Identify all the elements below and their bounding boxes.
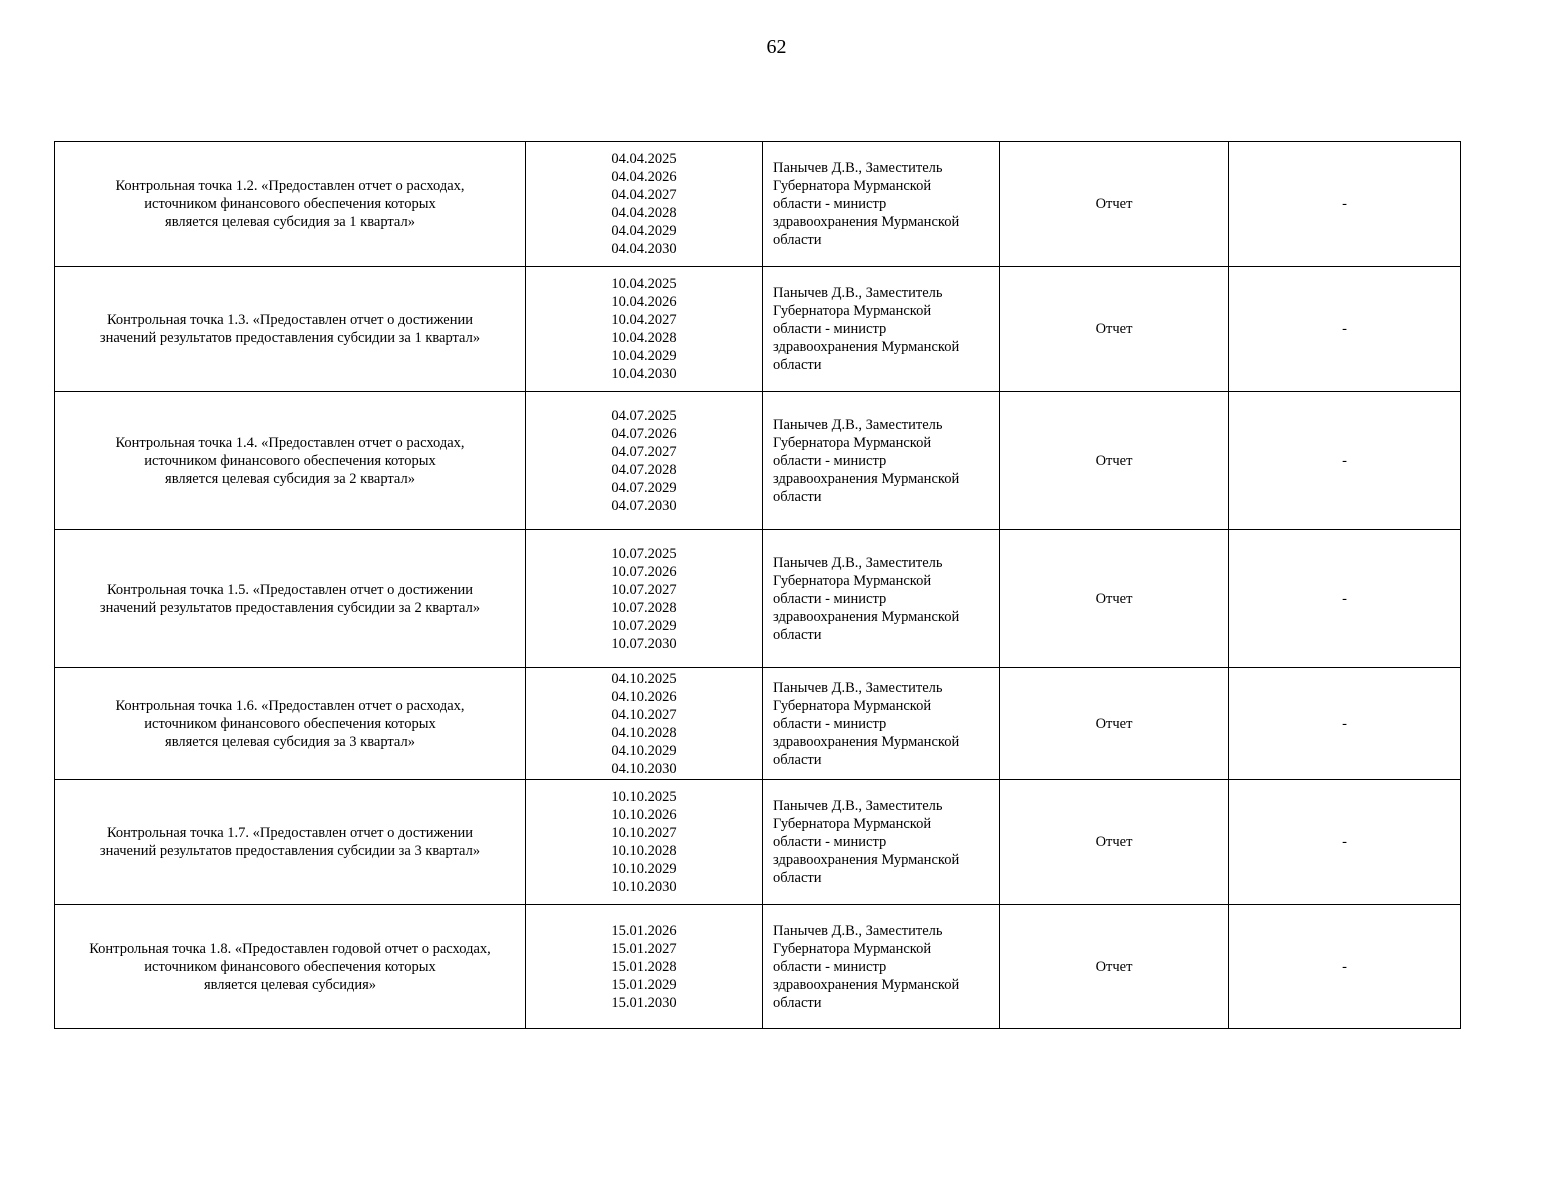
note-value: - (1342, 590, 1347, 607)
document-type: Отчет (1095, 834, 1133, 850)
deadline-date: 10.07.2028 (611, 599, 677, 616)
responsible-person-line: Губернатора Мурманской (773, 697, 932, 714)
deadline-date: 04.07.2029 (611, 479, 677, 496)
control-point-name-line: является целевая субсидия за 2 квартал» (165, 470, 415, 487)
deadline-date: 04.07.2027 (611, 443, 677, 460)
deadline-date: 04.10.2027 (611, 706, 677, 723)
deadline-dates-cell (526, 267, 763, 392)
document-type: Отчет (1095, 452, 1133, 469)
deadline-date: 04.04.2029 (611, 223, 677, 239)
deadline-date: 10.10.2028 (611, 843, 677, 859)
deadline-date: 04.04.2028 (611, 205, 677, 221)
document-type-cell (1000, 668, 1229, 780)
control-point-name-cell (55, 142, 526, 267)
note-cell (1229, 142, 1461, 267)
responsible-person-line: здравоохранения Мурманской (773, 339, 960, 355)
control-point-name-cell (55, 267, 526, 392)
table-row (55, 267, 1461, 392)
deadline-date: 04.10.2028 (611, 724, 677, 741)
deadline-date: 15.01.2027 (611, 940, 677, 957)
document-type: Отчет (1095, 590, 1133, 607)
note-cell (1229, 267, 1461, 392)
responsible-person-cell (763, 780, 1000, 905)
control-point-name-line: значений результатов предоставления субсидии за 1 квартал» (99, 330, 481, 346)
note-value: - (1342, 196, 1347, 212)
deadline-date: 10.04.2026 (611, 294, 677, 310)
deadline-date: 10.10.2026 (611, 807, 677, 823)
control-point-name-line: Контрольная точка 1.6. «Предоставлен отчет о расходах, (115, 697, 465, 714)
deadline-date: 15.01.2028 (611, 958, 677, 975)
responsible-person-line: здравоохранения Мурманской (773, 214, 960, 230)
deadline-date: 04.04.2026 (611, 169, 677, 185)
note-value: - (1342, 958, 1347, 975)
deadline-date: 10.07.2025 (611, 545, 677, 562)
responsible-person-line: Губернатора Мурманской (773, 178, 932, 194)
responsible-person-line: здравоохранения Мурманской (773, 470, 960, 487)
deadline-date: 10.07.2026 (611, 563, 677, 580)
deadline-date: 04.04.2030 (611, 241, 677, 257)
deadline-date: 10.04.2030 (611, 366, 677, 382)
document-type-cell (1000, 267, 1229, 392)
responsible-person-line: здравоохранения Мурманской (773, 976, 960, 993)
responsible-person-line: области (773, 751, 822, 768)
responsible-person-cell (763, 267, 1000, 392)
deadline-date: 10.04.2027 (611, 312, 677, 328)
document-type-cell (1000, 780, 1229, 905)
deadline-date: 15.01.2026 (611, 922, 677, 939)
document-type-cell (1000, 392, 1229, 530)
control-point-name-cell (55, 905, 526, 1029)
responsible-person-cell (763, 392, 1000, 530)
control-point-name-line: Контрольная точка 1.8. «Предоставлен годовой отчет о расходах, (89, 940, 491, 957)
responsible-person-line: области - министр (773, 196, 887, 212)
responsible-person-line: Панычев Д.В., Заместитель (773, 922, 943, 939)
note-cell (1229, 392, 1461, 530)
note-cell (1229, 530, 1461, 668)
deadline-dates-cell (526, 905, 763, 1029)
responsible-person-line: области - министр (773, 834, 887, 850)
responsible-person-line: здравоохранения Мурманской (773, 608, 960, 625)
control-point-name-cell (55, 668, 526, 780)
control-points-table (54, 141, 1461, 1029)
responsible-person-line: Панычев Д.В., Заместитель (773, 679, 943, 696)
responsible-person-line: Панычев Д.В., Заместитель (773, 160, 943, 176)
responsible-person-cell (763, 668, 1000, 780)
responsible-person-line: Панычев Д.В., Заместитель (773, 285, 943, 301)
control-point-name-line: источником финансового обеспечения которых (144, 452, 436, 469)
deadline-date: 10.10.2027 (611, 825, 677, 841)
deadline-date: 04.10.2030 (611, 760, 677, 777)
note-value: - (1342, 834, 1347, 850)
deadline-dates-cell (526, 392, 763, 530)
responsible-person-line: области (773, 994, 822, 1011)
document-type: Отчет (1095, 715, 1133, 732)
deadline-date: 04.04.2027 (611, 187, 677, 203)
control-point-name-line: является целевая субсидия» (203, 976, 377, 993)
deadline-date: 10.04.2025 (611, 276, 677, 292)
responsible-person-line: области - министр (773, 958, 887, 975)
control-point-name-line: Контрольная точка 1.7. «Предоставлен отчет о достижении (106, 825, 474, 841)
document-type: Отчет (1095, 321, 1133, 337)
deadline-date: 04.10.2025 (611, 670, 677, 687)
responsible-person-line: Губернатора Мурманской (773, 572, 932, 589)
deadline-date: 10.04.2029 (611, 348, 677, 364)
deadline-date: 04.07.2028 (611, 461, 677, 478)
control-point-name-line: значений результатов предоставления субсидии за 3 квартал» (99, 843, 481, 859)
document-type: Отчет (1095, 958, 1133, 975)
note-cell (1229, 905, 1461, 1029)
deadline-date: 04.07.2025 (611, 407, 677, 424)
responsible-person-line: Панычев Д.В., Заместитель (773, 416, 943, 433)
control-point-name-line: Контрольная точка 1.4. «Предоставлен отчет о расходах, (115, 434, 465, 451)
table-row (55, 780, 1461, 905)
responsible-person-line: Губернатора Мурманской (773, 940, 932, 957)
responsible-person-line: Губернатора Мурманской (773, 434, 932, 451)
responsible-person-cell (763, 905, 1000, 1029)
document-type-cell (1000, 905, 1229, 1029)
deadline-date: 15.01.2030 (611, 994, 677, 1011)
responsible-person-line: Губернатора Мурманской (773, 816, 932, 832)
deadline-date: 04.07.2030 (611, 497, 677, 514)
responsible-person-line: области (773, 488, 822, 505)
control-point-name-line: является целевая субсидия за 1 квартал» (165, 214, 415, 230)
responsible-person-line: Панычев Д.В., Заместитель (773, 554, 943, 571)
responsible-person-line: области - министр (773, 321, 887, 337)
table-row (55, 668, 1461, 780)
responsible-person-cell (763, 530, 1000, 668)
deadline-dates-cell (526, 142, 763, 267)
table-row (55, 905, 1461, 1029)
deadline-date: 10.10.2030 (611, 879, 677, 895)
table-row (55, 530, 1461, 668)
control-point-name-line: Контрольная точка 1.2. «Предоставлен отчет о расходах, (115, 178, 465, 194)
page-number: 62 (766, 36, 787, 58)
deadline-date: 10.10.2025 (611, 789, 677, 805)
responsible-person-line: области (773, 626, 822, 643)
note-value: - (1342, 452, 1347, 469)
note-value: - (1342, 715, 1347, 732)
note-value: - (1342, 321, 1347, 337)
deadline-dates-cell (526, 668, 763, 780)
deadline-dates-cell (526, 780, 763, 905)
document-type-cell (1000, 142, 1229, 267)
responsible-person-line: здравоохранения Мурманской (773, 733, 960, 750)
control-point-name-line: источником финансового обеспечения которых (144, 196, 436, 212)
control-point-name-line: Контрольная точка 1.5. «Предоставлен отчет о достижении (106, 581, 474, 598)
responsible-person-line: области (773, 357, 822, 373)
responsible-person-line: области - министр (773, 590, 887, 607)
responsible-person-line: области - министр (773, 715, 887, 732)
table-row (55, 392, 1461, 530)
deadline-date: 04.10.2029 (611, 742, 677, 759)
table-row (55, 142, 1461, 267)
deadline-dates-cell (526, 530, 763, 668)
control-point-name-cell (55, 392, 526, 530)
responsible-person-line: здравоохранения Мурманской (773, 852, 960, 868)
responsible-person-line: области (773, 870, 822, 886)
deadline-date: 04.10.2026 (611, 688, 677, 705)
control-point-name-cell (55, 530, 526, 668)
control-point-name-line: Контрольная точка 1.3. «Предоставлен отчет о достижении (106, 312, 474, 328)
note-cell (1229, 780, 1461, 905)
control-point-name-line: источником финансового обеспечения которых (144, 958, 436, 975)
deadline-date: 10.07.2030 (611, 635, 677, 652)
deadline-date: 15.01.2029 (611, 976, 677, 993)
responsible-person-cell (763, 142, 1000, 267)
deadline-date: 10.10.2029 (611, 861, 677, 877)
note-cell (1229, 668, 1461, 780)
control-point-name-line: источником финансового обеспечения которых (144, 715, 436, 732)
document-type: Отчет (1095, 196, 1133, 212)
control-point-name-cell (55, 780, 526, 905)
deadline-date: 10.07.2027 (611, 581, 677, 598)
control-point-name-line: является целевая субсидия за 3 квартал» (165, 733, 415, 750)
responsible-person-line: Губернатора Мурманской (773, 303, 932, 319)
deadline-date: 04.04.2025 (611, 151, 677, 167)
table-body (55, 142, 1461, 1029)
responsible-person-line: Панычев Д.В., Заместитель (773, 798, 943, 814)
control-point-name-line: значений результатов предоставления субсидии за 2 квартал» (99, 599, 481, 616)
deadline-date: 04.07.2026 (611, 425, 677, 442)
document-type-cell (1000, 530, 1229, 668)
responsible-person-line: области (773, 232, 822, 248)
deadline-date: 10.04.2028 (611, 330, 677, 346)
responsible-person-line: области - министр (773, 452, 887, 469)
deadline-date: 10.07.2029 (611, 617, 677, 634)
